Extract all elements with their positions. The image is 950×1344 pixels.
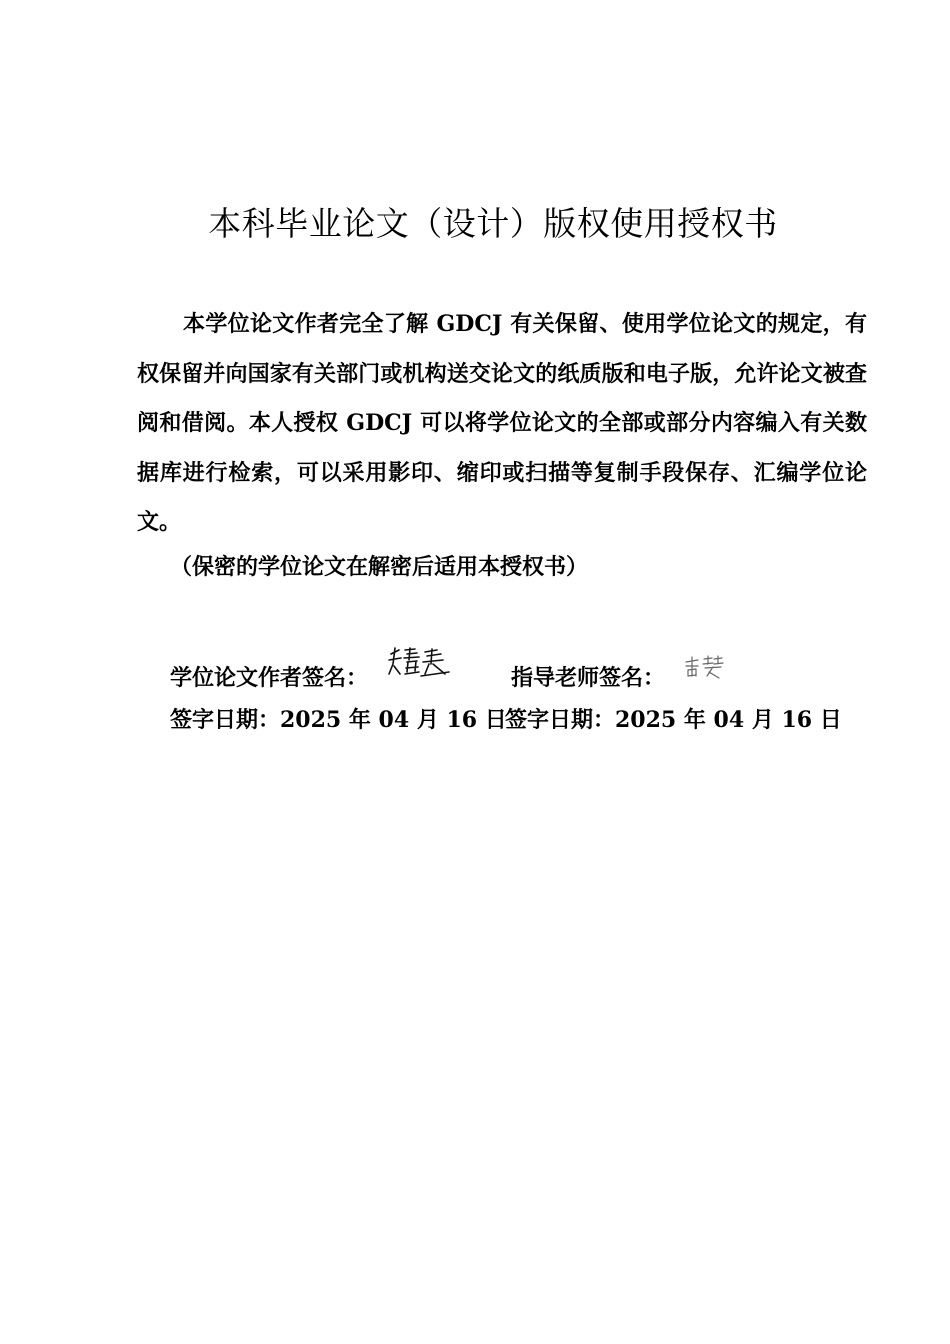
authorization-paragraph: 本学位论文作者完全了解 GDCJ 有关保留、使用学位论文的规定，有权保留并向国家有关部门或机构送交论文的纸质版和电子版，允许论文被查阅和借阅。本人授权 GDCJ 可以将学位论文的全部或部分内容编入有关数据库进行检索，可以采用影印、缩印或扫描等复制手段保存、汇编学位论文。 — [137, 311, 867, 535]
advisor-signature-date: 签字日期：2025 年 04 月 16 日 — [505, 707, 842, 733]
author-signature-label: 学位论文作者签名： — [170, 665, 369, 691]
advisor-signature-icon — [683, 654, 725, 684]
page-title: 本科毕业论文（设计）版权使用授权书 — [208, 204, 778, 243]
author-signature-icon — [385, 644, 453, 684]
advisor-signature-label: 指导老师签名： — [511, 665, 666, 691]
author-signature-date: 签字日期：2025 年 04 月 16 日 — [170, 707, 507, 733]
confidentiality-note: （保密的学位论文在解密后适用本授权书） — [170, 554, 589, 580]
